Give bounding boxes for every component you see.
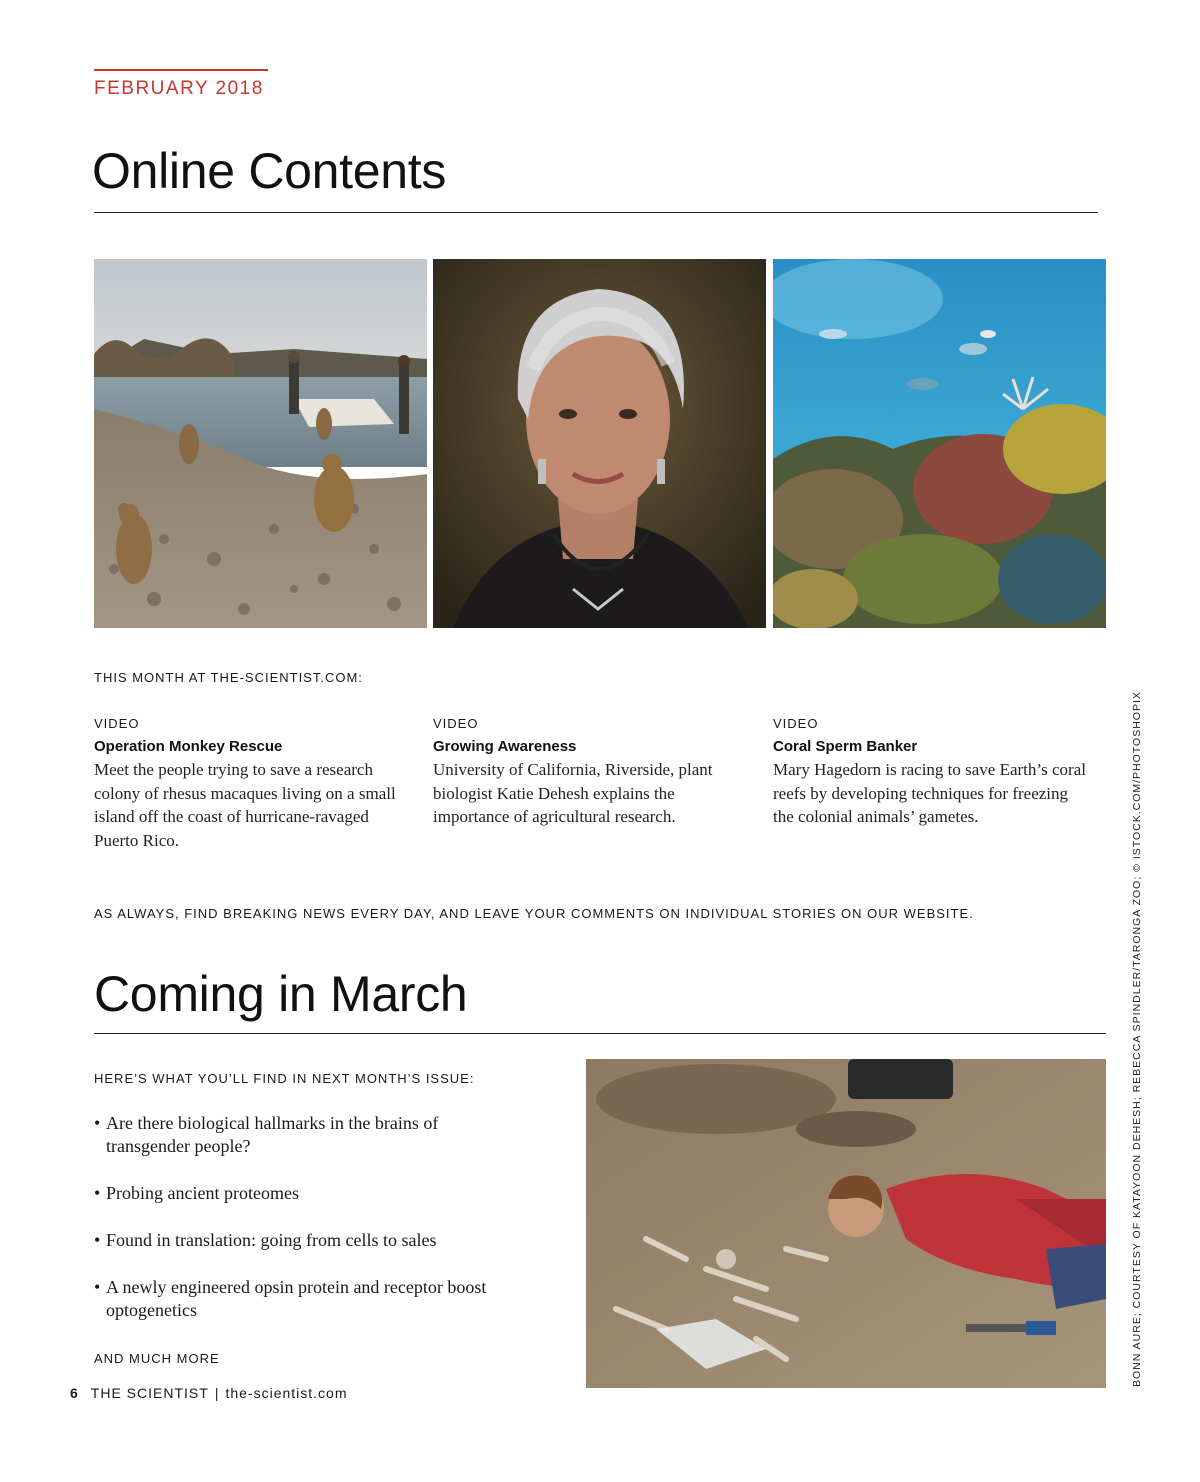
list-item: • Found in translation: going from cells to sales [94, 1230, 437, 1250]
list-item: • Probing ancient proteomes [94, 1183, 299, 1203]
page-number: 6 [70, 1385, 79, 1401]
website-link[interactable]: the-scientist.com [225, 1385, 348, 1401]
video-item[interactable] [94, 716, 414, 852]
video-description: University of California, Riverside, plant biologist Katie Dehesh explains the importance of agricultural research. [433, 760, 713, 826]
video-item[interactable] [433, 716, 753, 829]
video-title[interactable]: Growing Awareness [433, 738, 577, 755]
coral-reef-photo [773, 259, 1106, 628]
video-item[interactable] [773, 716, 1093, 829]
video-title[interactable]: Coral Sperm Banker [773, 738, 918, 755]
next-issue-list [94, 1112, 514, 1346]
photo-credit: BONN AURE; COURTESY OF KATAYOON DEHESH; REBECCA SPINDLER/TARONGA ZOO; © ISTOCK.COM/PHOTOSHOPIX [1131, 691, 1143, 1387]
page-title: Online Contents [92, 143, 447, 199]
excavation-photo [586, 1059, 1106, 1388]
issue-date: FEBRUARY 2018 [94, 78, 264, 99]
monkey-rescue-photo [94, 259, 427, 628]
video-kicker: VIDEO [433, 716, 479, 731]
coming-rule [94, 1033, 1106, 1034]
video-description: Mary Hagedorn is racing to save Earth’s coral reefs by developing techniques for freezing the colonial animals’ gametes. [773, 760, 1086, 826]
next-issue-label: HERE’S WHAT YOU’LL FIND IN NEXT MONTH’S ISSUE: [94, 1071, 475, 1086]
issue-date-rule [94, 69, 268, 71]
video-title[interactable]: Operation Monkey Rescue [94, 738, 283, 755]
publication-name: THE SCIENTIST [90, 1385, 209, 1401]
portrait-photo [433, 259, 766, 628]
video-kicker: VIDEO [773, 716, 819, 731]
video-description: Meet the people trying to save a research colony of rhesus macaques living on a small island off the coast of hurricane-ravaged Puerto Rico. [94, 760, 396, 850]
video-kicker: VIDEO [94, 716, 140, 731]
list-item: • A newly engineered opsin protein and receptor boost optogenetics [94, 1277, 487, 1320]
much-more-label: AND MUCH MORE [94, 1351, 220, 1366]
this-month-label: THIS MONTH AT THE-SCIENTIST.COM: [94, 670, 363, 685]
coming-title: Coming in March [94, 966, 468, 1022]
list-item: • Are there biological hallmarks in the brains of transgender people? [94, 1113, 439, 1156]
title-rule [94, 212, 1098, 213]
always-notice: AS ALWAYS, FIND BREAKING NEWS EVERY DAY, AND LEAVE YOUR COMMENTS ON INDIVIDUAL STORIES ON OUR WEBSITE. [94, 906, 974, 921]
page-footer [70, 1385, 348, 1401]
footer-separator: | [214, 1385, 220, 1401]
